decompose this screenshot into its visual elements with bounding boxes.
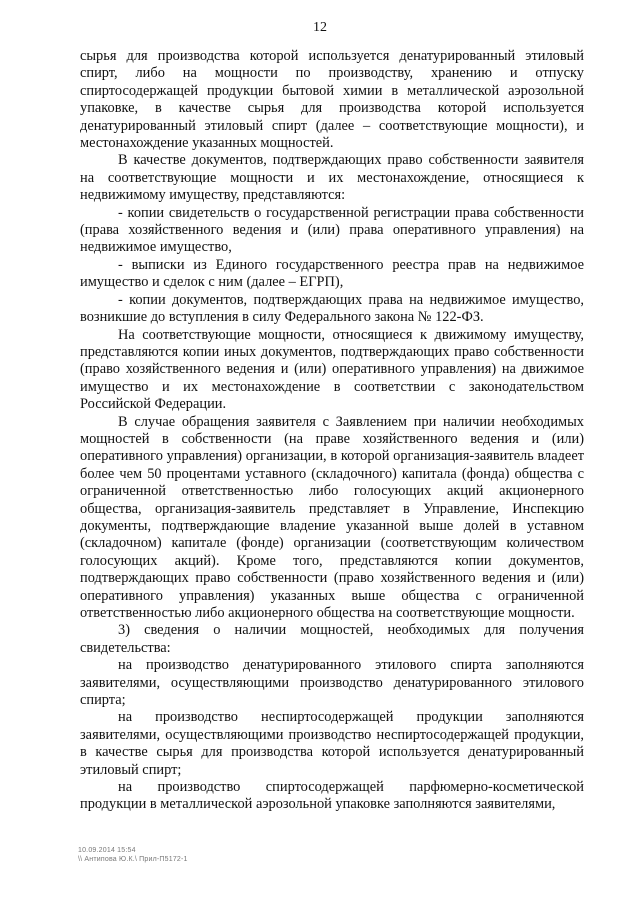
paragraph: В качестве документов, подтверждающих право собственности заявителя на соответствующие мощности и их местонахождение, относящиеся к недвижимому имуществу, представляются: bbox=[80, 152, 584, 204]
paragraph: на производство спиртосодержащей парфюмерно-косметической продукции в металлической аэрозольной упаковке заполняются заявителями, bbox=[80, 779, 584, 813]
document-body bbox=[80, 48, 584, 814]
paragraph: на производство неспиртосодержащей продукции заполняются заявителями, осуществляющими производство неспиртосодержащей продукции, в качестве сырья для производства которой используется денатурированный этиловый спирт; bbox=[80, 709, 584, 778]
page-number: 12 bbox=[313, 20, 327, 35]
list-item: - копии свидетельств о государственной регистрации права собственности (права хозяйственного ведения и (или) права оперативного управления) на недвижимое имущество, bbox=[80, 204, 584, 256]
document-footer bbox=[78, 846, 188, 864]
paragraph: В случае обращения заявителя с Заявлением при наличии необходимых мощностей в собственности (на праве хозяйственного ведения и (или) оперативного управления) организации, в которой организация-заявитель владеет более чем 50 процентами уставного (складочного) капитала (фонда) общества с ограниченной ответственностью либо голосующих акций акционерного общества, организация-заявитель представляет в Управление, Инспекцию документы, подтверждающие владение указанной выше долей в уставном (складочном) капитале (фонде) организации (соответствующим количеством голосующих акций). Кроме того, представляются копии документов, подтверждающих право собственности (право хозяйственного ведения и (или) оперативного управления) указанных выше общества с ограниченной ответственностью либо акционерного общества на соответствующие мощности. bbox=[80, 413, 584, 621]
paragraph: 3) сведения о наличии мощностей, необходимых для получения свидетельства: bbox=[80, 622, 584, 656]
paragraph: На соответствующие мощности, относящиеся к движимому имуществу, представляются копии иных документов, подтверждающих право собственности (право хозяйственного ведения и (или) оперативного управления) на движимое имущество и их местонахождение в соответствии с законодательством Российской Федерации. bbox=[80, 326, 584, 413]
footer-file-path: \\ Антипова Ю.К.\ Прил-П5172-1 bbox=[78, 856, 188, 863]
list-item: - копии документов, подтверждающих права на недвижимое имущество, возникшие до вступления в силу Федерального закона № 122-ФЗ. bbox=[80, 291, 584, 326]
list-item: - выписки из Единого государственного реестра прав на недвижимое имущество и сделок с ним (далее – ЕГРП), bbox=[80, 256, 584, 291]
paragraph: сырья для производства которой используется денатурированный этиловый спирт, либо на мощности по производству, хранению и отпуску спиртосодержащей продукции бытовой химии в металлической аэрозольной упаковке, в качестве сырья для производства которой используется денатурированный этиловый спирт (далее – соответствующие мощности), и местонахождение указанных мощностей. bbox=[80, 48, 584, 152]
footer-timestamp: 10.09.2014 15:54 bbox=[78, 847, 136, 854]
paragraph: на производство денатурированного этилового спирта заполняются заявителями, осуществляющими производство денатурированного этилового спирта; bbox=[80, 657, 584, 709]
